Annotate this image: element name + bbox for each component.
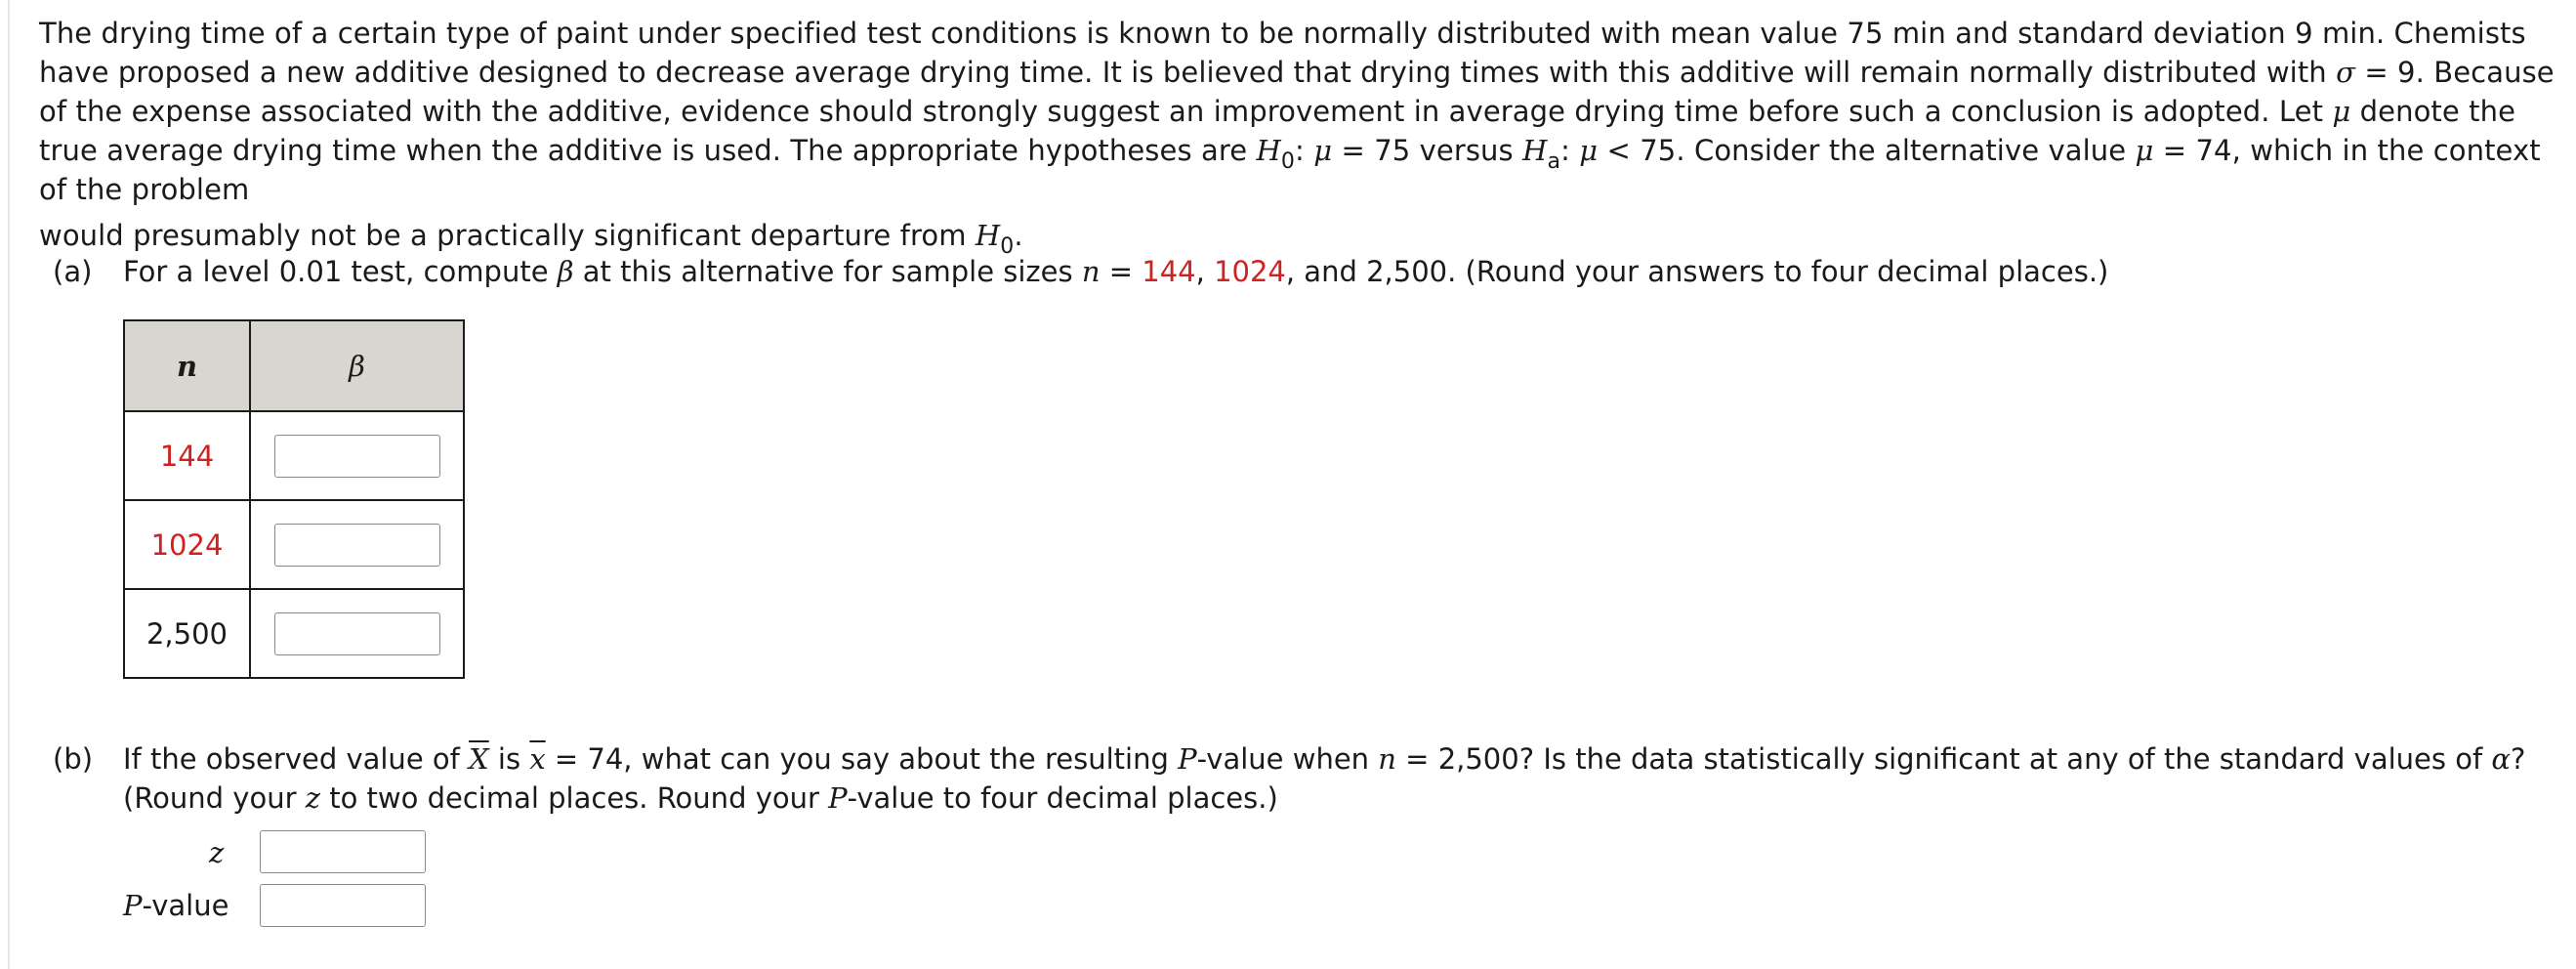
left-border [8, 0, 10, 969]
mu-symbol: μ [1313, 134, 1333, 167]
part-b-text-2: is [488, 742, 530, 776]
header-beta-label: β [349, 349, 365, 383]
n-symbol: n [1081, 255, 1101, 288]
header-beta [250, 320, 464, 411]
part-b-round-text-2: to two decimal places. Round your [320, 781, 829, 815]
part-b-line-1 [53, 739, 2553, 779]
part-a-label: (a) [53, 255, 93, 288]
header-n [124, 320, 250, 411]
p-value-label [123, 886, 229, 925]
z-label [209, 833, 224, 872]
intro-text-2: = 9. Because of the expense associated with the additive, evidence should strongly suggest an improvement in average drying time before such a conclusion is adopted. Let [39, 56, 2555, 128]
table-header-row [124, 320, 464, 411]
part-a-question [53, 252, 2108, 291]
mu-symbol: μ [2332, 95, 2351, 128]
intro-colon-1: : [1295, 134, 1314, 167]
problem-statement [39, 14, 2568, 259]
p-label-rest: -value [142, 889, 229, 922]
intro-text-9: would presumably not be a practically significant departure from [39, 219, 976, 252]
row-n-value: 144 [124, 411, 250, 500]
part-b-label: (b) [53, 742, 94, 776]
row-beta-cell [250, 500, 464, 589]
header-n-label: n [176, 349, 198, 383]
mu-symbol: μ [1579, 134, 1599, 167]
part-b-text-5: = 2,500? Is the data statistically significant at any of the standard values of [1395, 742, 2492, 776]
part-b-line-2 [53, 779, 2553, 818]
mu-symbol: μ [2135, 134, 2154, 167]
p-symbol: P [828, 781, 848, 815]
intro-period: . [1014, 219, 1023, 252]
intro-text-3: denote the true average drying time when the additive is used. The appropriate hypotheses are [39, 95, 2516, 167]
problem-last-line [39, 216, 2568, 259]
problem-paragraph [39, 14, 2568, 209]
h0-symbol: H [1256, 134, 1281, 167]
intro-text-5: = 75 versus [1332, 134, 1523, 167]
p-label-italic: P [123, 889, 143, 922]
beta-input-1024[interactable] [274, 524, 440, 567]
part-b-question [53, 739, 2553, 818]
beta-symbol: β [557, 255, 574, 288]
sample-size-1024: 1024 [1214, 255, 1286, 288]
z-symbol: z [305, 781, 320, 815]
part-b-round-text-1: (Round your [123, 781, 306, 815]
table-row [124, 411, 464, 500]
part-a-equals: = [1100, 255, 1143, 288]
row-n-value: 2,500 [124, 589, 250, 678]
xbar-observed-symbol: $\overline{x}$ [529, 742, 546, 776]
beta-table [123, 319, 465, 679]
row-n-value: 1024 [124, 500, 250, 589]
intro-text-8: = 74, which in the context of the problem [39, 134, 2541, 206]
part-b-text-4: -value when [1196, 742, 1379, 776]
beta-input-2500[interactable] [274, 612, 440, 655]
intro-colon-2: : [1560, 134, 1580, 167]
part-a-text-2: at this alternative for sample sizes [573, 255, 1082, 288]
p-value-input[interactable] [260, 884, 426, 927]
table-row [124, 589, 464, 678]
h0-subscript: 0 [1000, 234, 1015, 259]
xbar-symbol: $\overline{X}$ [469, 742, 489, 776]
intro-text-1: The drying time of a certain type of paint under specified test conditions is known to be normally distributed with mean value 75 min and standard deviation 9 min. Chemists have proposed a new additive designed to decrease average drying time. It is believed that drying times with this additive will remain normally distributed with [39, 17, 2526, 89]
ha-subscript: a [1547, 149, 1561, 174]
part-a-text-4: , and 2,500. (Round your answers to four decimal places.) [1285, 255, 2109, 288]
sigma-symbol: σ [2336, 56, 2356, 89]
part-b-question-mark: ? [2510, 742, 2526, 776]
row-beta-cell [250, 411, 464, 500]
z-label-text: z [209, 836, 225, 869]
part-a-text-1: For a level 0.01 test, compute [123, 255, 558, 288]
part-b-text-3: = 74, what can you say about the resulting [545, 742, 1179, 776]
h0-subscript: 0 [1280, 149, 1296, 174]
n-symbol: n [1378, 742, 1396, 776]
table-row [124, 500, 464, 589]
ha-symbol: H [1522, 134, 1548, 167]
p-symbol: P [1178, 742, 1197, 776]
h0-symbol: H [975, 219, 1001, 252]
beta-input-144[interactable] [274, 435, 440, 478]
row-beta-cell [250, 589, 464, 678]
sample-size-144: 144 [1142, 255, 1196, 288]
part-a-comma: , [1195, 255, 1215, 288]
alpha-symbol: α [2491, 742, 2511, 776]
part-b-text-1: If the observed value of [123, 742, 470, 776]
z-input[interactable] [260, 830, 426, 873]
part-b-round-text-3: -value to four decimal places.) [847, 781, 1278, 815]
intro-text-7: < 75. Consider the alternative value [1598, 134, 2136, 167]
